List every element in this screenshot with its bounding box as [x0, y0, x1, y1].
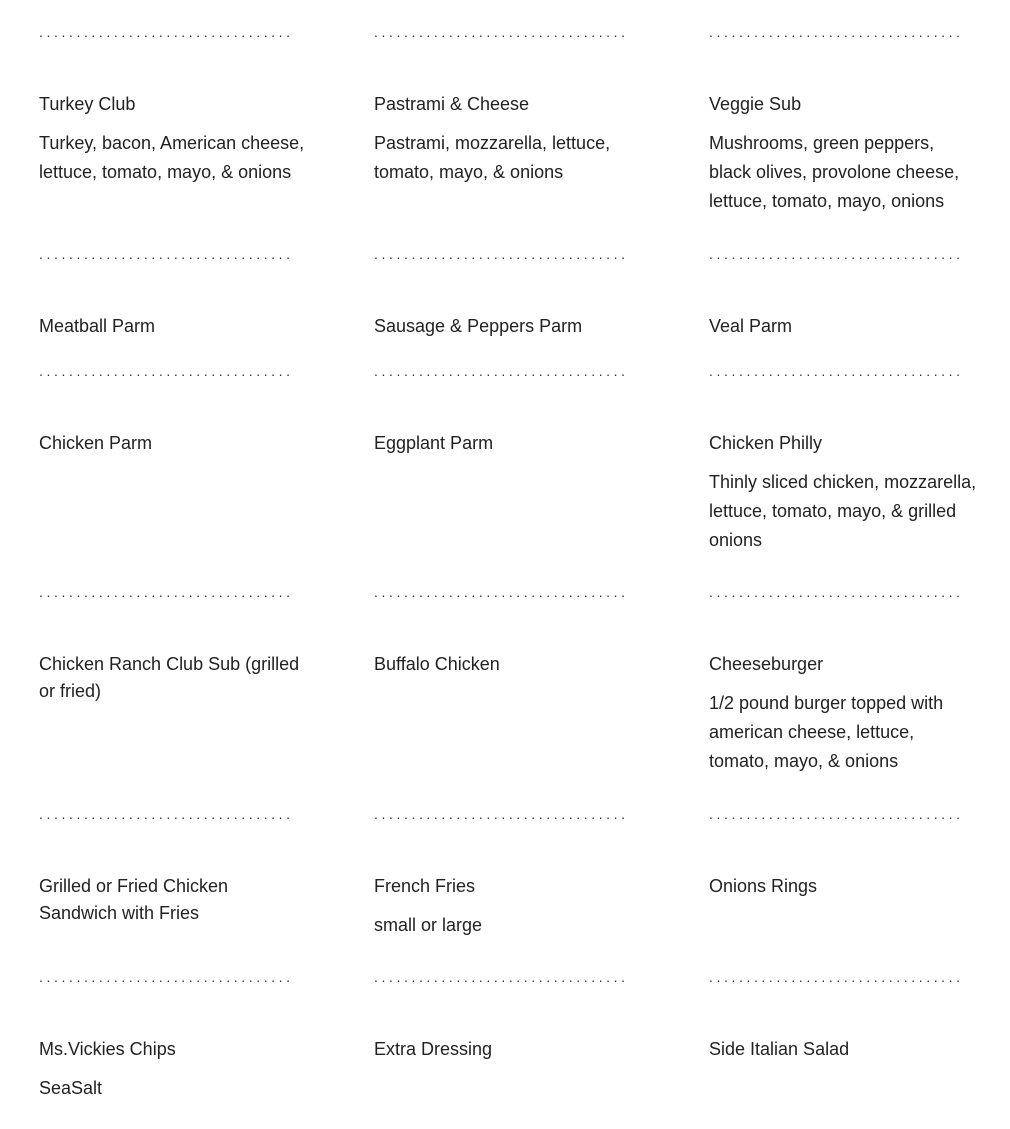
menu-item-name: Sausage & Peppers Parm: [374, 316, 583, 336]
menu-item[interactable]: [374, 430, 642, 457]
menu-item[interactable]: [709, 873, 977, 900]
menu-item[interactable]: [709, 1036, 977, 1063]
dotted-separator: ..................................: [39, 586, 294, 598]
menu-item[interactable]: [709, 91, 977, 216]
dotted-separator: ..................................: [374, 248, 629, 260]
menu-item-name: Meatball Parm: [39, 316, 156, 336]
menu-item-name: Cheeseburger: [709, 654, 824, 674]
dotted-separator: ..................................: [39, 365, 294, 377]
menu-item-description: small or large: [374, 915, 483, 935]
menu-item-name: Extra Dressing: [374, 1039, 493, 1059]
dotted-separator: ..................................: [709, 248, 964, 260]
dotted-separator: ..................................: [39, 26, 294, 38]
menu-item-description: Pastrami, mozzarella, lettuce, tomato, mayo, & onions: [374, 133, 611, 182]
menu-item[interactable]: [39, 873, 307, 927]
menu-item-description: Turkey, bacon, American cheese, lettuce, tomato, mayo, & onions: [39, 133, 305, 182]
menu-item-name: Eggplant Parm: [374, 433, 494, 453]
menu-item[interactable]: [709, 313, 977, 340]
menu-item[interactable]: [39, 313, 307, 340]
menu-item-description: SeaSalt: [39, 1078, 103, 1098]
dotted-separator: ..................................: [374, 26, 629, 38]
dotted-separator: ..................................: [709, 26, 964, 38]
menu-item-name: Pastrami & Cheese: [374, 94, 530, 114]
menu-item[interactable]: [709, 430, 977, 555]
menu-item[interactable]: [374, 1036, 642, 1063]
dotted-separator: ..................................: [39, 248, 294, 260]
menu-item-name: Chicken Ranch Club Sub (grilled or fried): [39, 654, 300, 701]
menu-item-name: Onions Rings: [709, 876, 818, 896]
menu-item-name: French Fries: [374, 876, 476, 896]
menu-item-name: Turkey Club: [39, 94, 136, 114]
menu-item[interactable]: [39, 651, 307, 705]
menu-item-name: Grilled or Fried Chicken Sandwich with Fries: [39, 876, 229, 923]
menu-item[interactable]: [374, 313, 642, 340]
menu-item[interactable]: [709, 651, 977, 776]
dotted-separator: ..................................: [374, 808, 629, 820]
menu-item-name: Ms.Vickies Chips: [39, 1039, 176, 1059]
dotted-separator: ..................................: [709, 365, 964, 377]
menu-item-name: Chicken Parm: [39, 433, 153, 453]
menu-item[interactable]: [374, 651, 642, 678]
dotted-separator: ..................................: [39, 971, 294, 983]
dotted-separator: ..................................: [709, 586, 964, 598]
menu-item-name: Buffalo Chicken: [374, 654, 500, 674]
menu-item-description: Mushrooms, green peppers, black olives, provolone cheese, lettuce, tomato, mayo, onions: [709, 133, 960, 211]
menu-item-name: Side Italian Salad: [709, 1039, 850, 1059]
menu-item[interactable]: [39, 430, 307, 457]
menu-item[interactable]: [39, 91, 307, 187]
menu-item-name: Veggie Sub: [709, 94, 802, 114]
dotted-separator: ..................................: [709, 971, 964, 983]
menu-item-name: Chicken Philly: [709, 433, 823, 453]
menu-item[interactable]: [374, 873, 642, 940]
menu-item[interactable]: [39, 1036, 307, 1103]
dotted-separator: ..................................: [374, 586, 629, 598]
dotted-separator: ..................................: [374, 365, 629, 377]
menu-item-description: 1/2 pound burger topped with american cheese, lettuce, tomato, mayo, & onions: [709, 693, 944, 771]
menu-item[interactable]: [374, 91, 642, 187]
dotted-separator: ..................................: [374, 971, 629, 983]
menu-item-description: Thinly sliced chicken, mozzarella, lettuce, tomato, mayo, & grilled onions: [709, 472, 977, 550]
dotted-separator: ..................................: [709, 808, 964, 820]
menu-item-name: Veal Parm: [709, 316, 793, 336]
dotted-separator: ..................................: [39, 808, 294, 820]
